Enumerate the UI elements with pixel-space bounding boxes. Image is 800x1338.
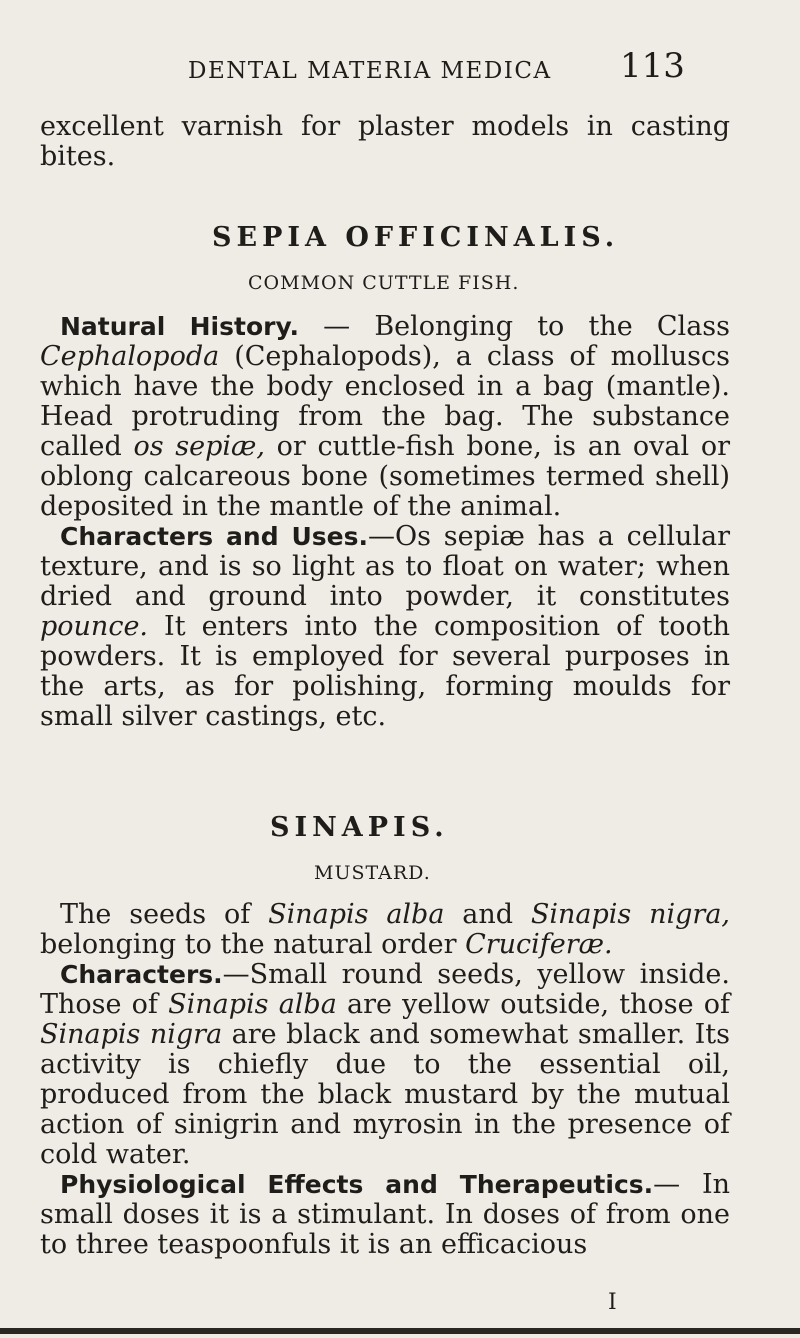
page-number: 113: [620, 46, 685, 86]
signature-mark: I: [608, 1290, 617, 1315]
sinapis-intro-paragraph: [40, 900, 730, 960]
natural-history-term-1: Cephalopoda: [40, 341, 220, 372]
sinapis-subheading: MUSTARD.: [314, 862, 431, 884]
running-head: DENTAL MATERIA MEDICA: [188, 58, 552, 84]
sinapis-intro-mid: belonging to the natural order: [40, 929, 466, 960]
sinapis-body: [40, 900, 730, 1260]
sepia-subheading: COMMON CUTTLE FISH.: [248, 272, 520, 294]
sepia-characters-term: pounce.: [40, 611, 148, 642]
physiological-text: — In small doses it is a stimulant. In doses of from one to three teaspoonfuls it is an efficacious: [40, 1169, 730, 1260]
sinapis-intro-and: and: [444, 899, 531, 930]
natural-history-end: or cuttle-fish bone, is an oval or oblong calcareous bone (sometimes termed shell) deposited in the mantle of the animal.: [40, 431, 730, 522]
natural-history-paragraph: [40, 312, 730, 522]
sinapis-characters-end: are black and somewhat smaller. Its activity is chiefly due to the essential oil, produced from the black mustard by the mutual action of sinigrin and myrosin in the presence of cold water.: [40, 1019, 730, 1170]
sinapis-heading: SINAPIS.: [270, 812, 449, 843]
sepia-characters-label: Characters and Uses.: [60, 522, 368, 551]
sinapis-term-2: Sinapis nigra,: [530, 899, 731, 930]
natural-history-label: Natural History.: [60, 312, 299, 341]
natural-history-mid: (Cephalopods), a class of molluscs which have the body enclosed in a bag (mantle). Head protruding from the bag. The substance called: [40, 341, 730, 462]
sepia-characters-start: —Os sepiæ has a cellular texture, and is so light as to float on water; when dried and ground into powder, it constitutes: [40, 521, 730, 612]
physiological-label: Physiological Effects and Therapeutics.: [60, 1170, 654, 1199]
natural-history-dash: — Belonging to the Class: [298, 311, 731, 342]
sinapis-characters-term-2: Sinapis nigra: [40, 1019, 223, 1050]
sinapis-intro-start: The seeds of: [60, 899, 269, 930]
sinapis-characters-paragraph: [40, 960, 730, 1170]
sepia-body: [40, 312, 730, 732]
sinapis-term-3: Cruciferæ.: [465, 929, 613, 960]
sinapis-characters-label: Characters.: [60, 960, 223, 989]
sinapis-characters-start: —Small round seeds, yellow inside. Those of: [40, 959, 730, 1020]
sinapis-characters-term-1: Sinapis alba: [168, 989, 337, 1020]
intro-paragraph: [40, 112, 730, 172]
sinapis-term-1: Sinapis alba: [268, 899, 445, 930]
sepia-heading: SEPIA OFFICINALIS.: [212, 222, 620, 253]
natural-history-term-2: os sepiæ,: [133, 431, 265, 462]
sinapis-characters-mid: are yellow outside, those of: [336, 989, 731, 1020]
sepia-characters-end: It enters into the composition of tooth powders. It is employed for several purposes in the arts, as for polishing, forming moulds for small silver castings, etc.: [40, 611, 730, 732]
intro-text: excellent varnish for plaster models in casting bites.: [40, 111, 730, 172]
bottom-edge-rule: [0, 1328, 800, 1334]
sepia-characters-paragraph: [40, 522, 730, 732]
physiological-paragraph: [40, 1170, 730, 1260]
